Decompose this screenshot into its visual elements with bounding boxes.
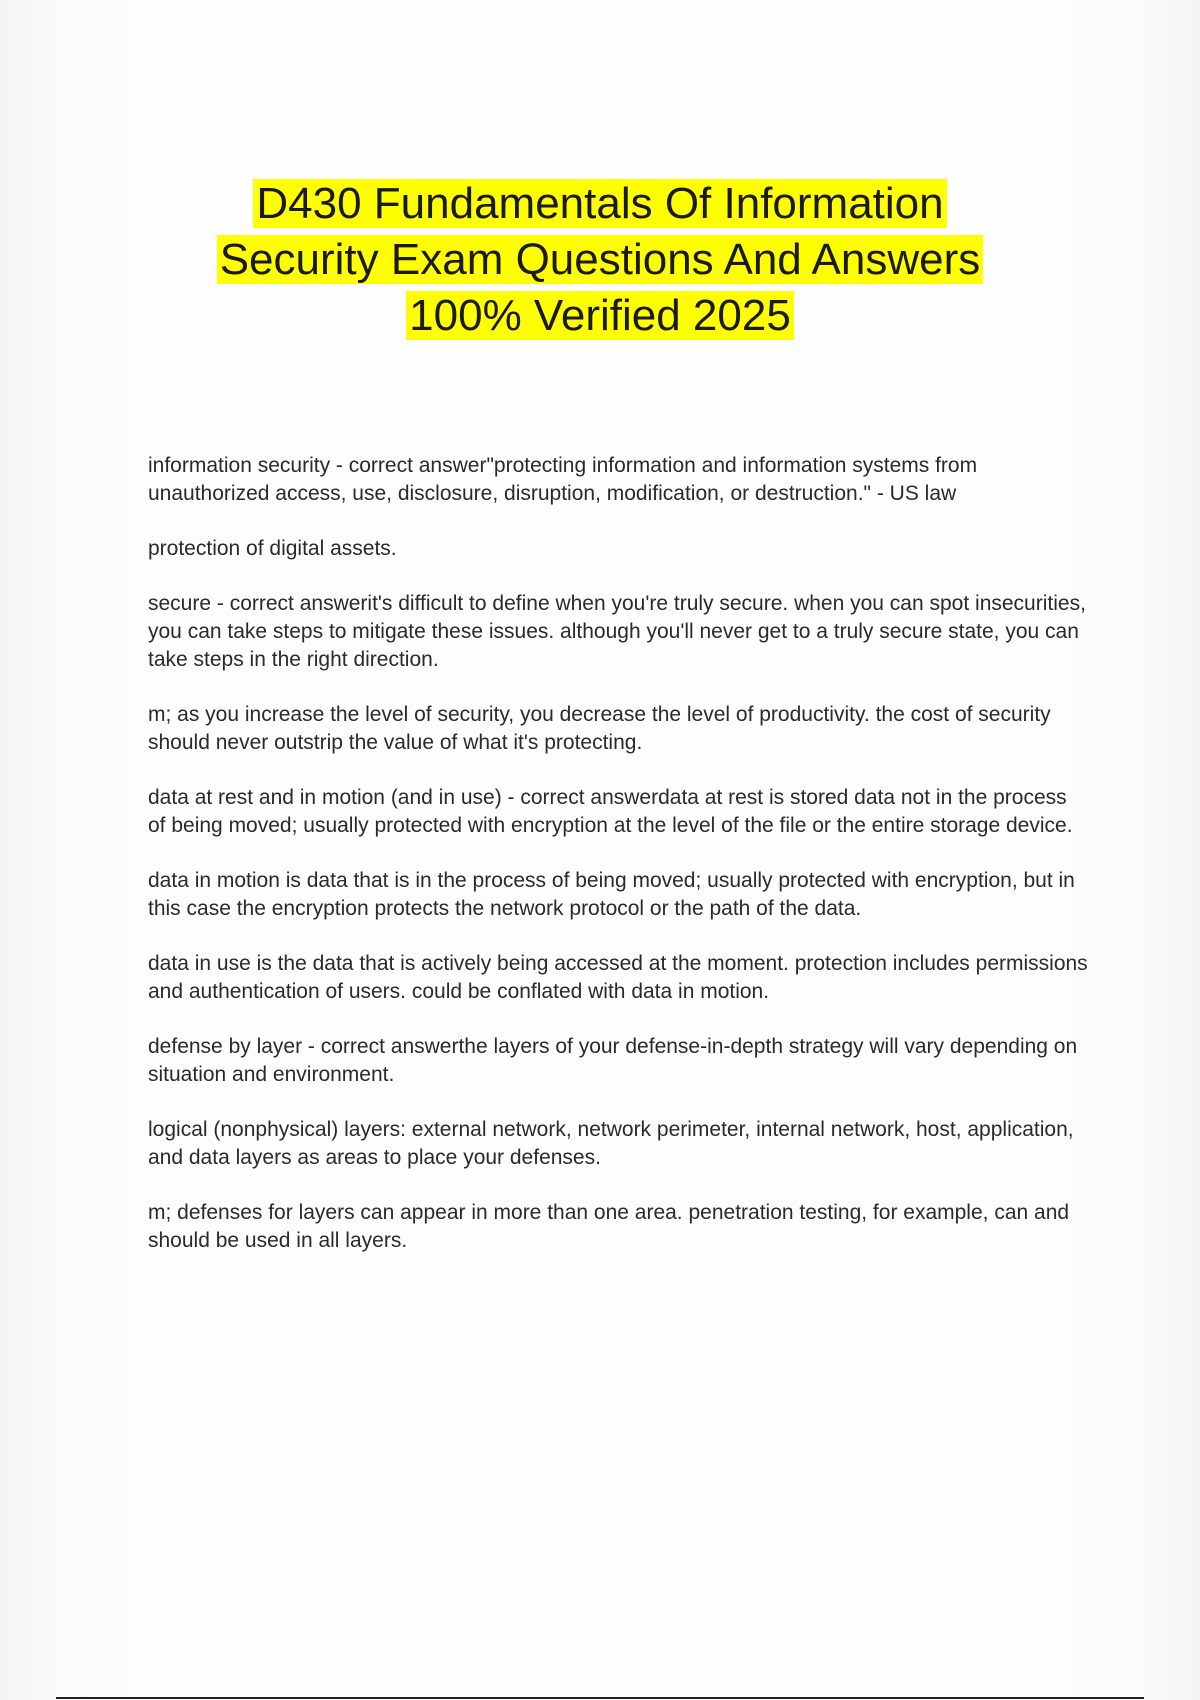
title-line-2 [0, 232, 1200, 288]
paragraph-data-in-motion: data in motion is data that is in the process of being moved; usually protected with encryption, but in this case the encryption protects the network protocol or the path of the data. [148, 869, 1075, 920]
paragraph-information-security: information security - correct answer"protecting information and information systems from unauthorized access, use, disclosure, disruption, modification, or destruction." - US law [148, 454, 978, 505]
document-body [148, 452, 1088, 1282]
paragraph-data-at-rest: data at rest and in motion (and in use) - correct answerdata at rest is stored data not in the process of being moved; usually protected with encryption at the level of the file or the entire storage device. [148, 786, 1073, 837]
title-line-2-text: Security Exam Questions And Answers [217, 235, 984, 284]
paragraph-logical-layers: logical (nonphysical) layers: external network, network perimeter, internal network, host, application, and data layers as areas to place your defenses. [148, 1118, 1074, 1169]
title-line-3-text: 100% Verified 2025 [406, 291, 794, 340]
paragraph-defense-by-layer: defense by layer - correct answerthe layers of your defense-in-depth strategy will vary depending on situation and environment. [148, 1035, 1078, 1086]
paragraph-digital-assets: protection of digital assets. [148, 537, 397, 560]
paragraph-security-productivity: m; as you increase the level of security, you decrease the level of productivity. the cost of security should never outstrip the value of what it's protecting. [148, 703, 1051, 754]
paragraph-secure: secure - correct answerit's difficult to define when you're truly secure. when you can spot insecurities, you can take steps to mitigate these issues. although you'll never get to a truly secure state, you can take steps in the right direction. [148, 592, 1086, 671]
paragraph-data-in-use: data in use is the data that is actively being accessed at the moment. protection includes permissions and authentication of users. could be conflated with data in motion. [148, 952, 1088, 1003]
document-title [0, 176, 1200, 344]
paragraph-penetration-testing: m; defenses for layers can appear in more than one area. penetration testing, for example, can and should be used in all layers. [148, 1201, 1070, 1252]
footer-divider [56, 1697, 1144, 1699]
title-line-1 [0, 176, 1200, 232]
title-line-3 [0, 288, 1200, 344]
title-line-1-text: D430 Fundamentals Of Information [253, 179, 946, 228]
